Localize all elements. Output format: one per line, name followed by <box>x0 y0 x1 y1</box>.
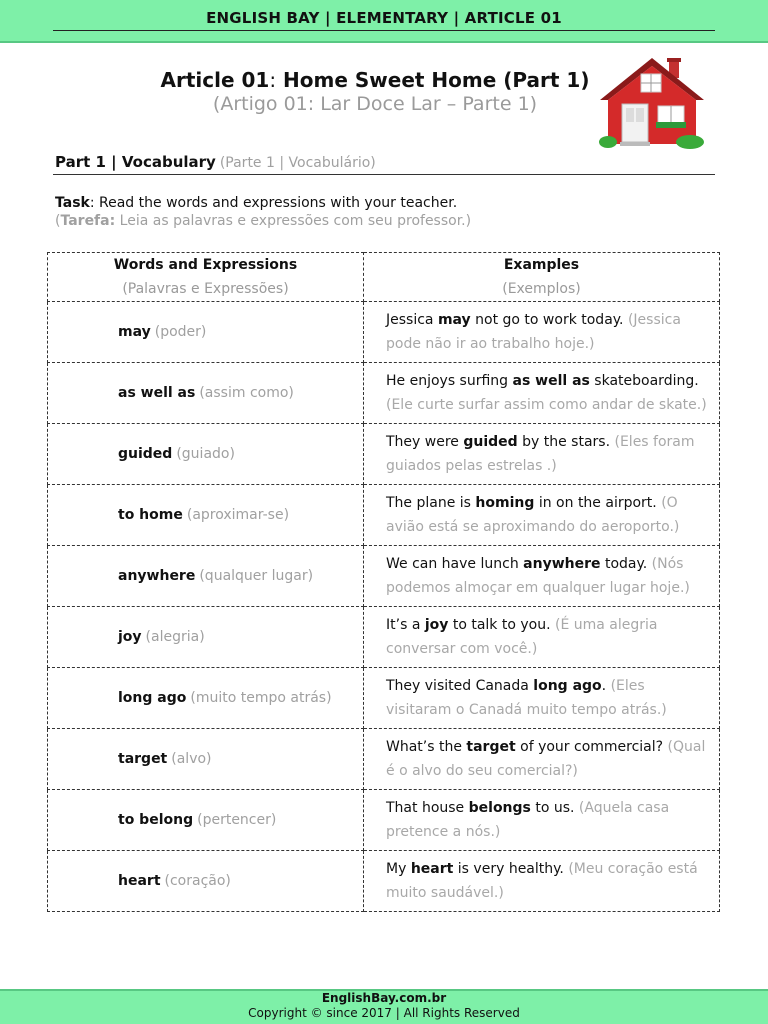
word-translation: (muito tempo atrás) <box>190 690 332 706</box>
example-translation: (Eles visitaram o Canadá muito tempo atrás.) <box>386 678 667 718</box>
example-keyword: target <box>466 739 516 755</box>
example-text: is very healthy. <box>453 861 569 877</box>
word-translation: (assim como) <box>199 385 294 401</box>
table-row <box>48 424 720 485</box>
example-cell <box>364 546 720 607</box>
word-translation: (qualquer lugar) <box>199 568 314 584</box>
header-examples: Examples (Exemplos) <box>364 253 720 302</box>
word-translation: (alvo) <box>171 751 212 767</box>
word-cell <box>48 363 364 424</box>
example-text: by the stars. <box>517 434 615 450</box>
example-translation: (Jessica pode não ir ao trabalho hoje.) <box>386 312 681 352</box>
table-row <box>48 851 720 912</box>
example-cell <box>364 485 720 546</box>
example-text: not go to work today. <box>470 312 628 328</box>
example-text: today. <box>600 556 652 572</box>
example-text: He enjoys surfing <box>386 373 513 389</box>
bush-right <box>676 135 704 149</box>
example-text: That house <box>386 800 469 816</box>
table-row <box>48 546 720 607</box>
chimney-cap <box>667 58 681 62</box>
example-keyword: heart <box>410 861 454 877</box>
table-row <box>48 302 720 363</box>
table-row <box>48 607 720 668</box>
word: anywhere <box>118 568 196 584</box>
example-translation: (Ele curte surfar assim como andar de skate.) <box>386 397 707 413</box>
table-row <box>48 668 720 729</box>
table-row <box>48 790 720 851</box>
table-row <box>48 729 720 790</box>
example-text: They visited Canada <box>386 678 534 694</box>
example-keyword: joy <box>424 617 449 633</box>
word-cell <box>48 485 364 546</box>
example-text: . <box>601 678 611 694</box>
word: target <box>118 751 168 767</box>
header-rule <box>53 30 715 31</box>
example-translation: (Nós podemos almoçar em qualquer lugar hoje.) <box>386 556 690 596</box>
example-cell <box>364 851 720 912</box>
example-keyword: homing <box>475 495 535 511</box>
word: to belong <box>118 812 194 828</box>
example-text: The plane is <box>386 495 476 511</box>
vocabulary-table <box>47 252 720 912</box>
front-step <box>620 142 650 146</box>
word: guided <box>118 446 173 462</box>
task-translation-text: Leia as palavras e expressões com seu professor.) <box>115 213 472 229</box>
word-cell <box>48 668 364 729</box>
word-cell <box>48 546 364 607</box>
word-cell <box>48 302 364 363</box>
task-translation-label: Tarefa: <box>60 213 116 229</box>
example-cell <box>364 668 720 729</box>
word-translation: (aproximar-se) <box>186 507 290 523</box>
article-title-label: Article 01 <box>160 68 270 92</box>
example-text: in on the airport. <box>534 495 662 511</box>
section-label: Part 1 | Vocabulary <box>55 153 216 171</box>
header-words: Words and Expressions (Palavras e Expressões) <box>48 253 364 302</box>
example-text: of your commercial? <box>515 739 668 755</box>
front-door <box>622 104 648 142</box>
task-instruction <box>55 195 457 211</box>
example-text: skateboarding. <box>589 373 699 389</box>
word: joy <box>118 629 142 645</box>
example-text: to talk to you. <box>448 617 555 633</box>
task-translation: (Tarefa: Leia as palavras e expressões com seu professor.) <box>55 213 472 229</box>
table-header-row <box>48 253 720 302</box>
example-text: Jessica <box>386 312 438 328</box>
example-cell <box>364 363 720 424</box>
example-cell <box>364 607 720 668</box>
header-bar <box>0 0 768 43</box>
example-translation: (Qual é o alvo do seu comercial?) <box>386 739 706 779</box>
word: long ago <box>118 690 187 706</box>
example-translation: (Meu coração está muito saudável.) <box>386 861 698 901</box>
footer-copyright: Copyright © since 2017 | All Rights Reserved <box>248 1006 520 1020</box>
word: heart <box>118 873 161 889</box>
word-translation: (pertencer) <box>197 812 277 828</box>
header-title: ENGLISH BAY | ELEMENTARY | ARTICLE 01 <box>206 9 562 27</box>
example-keyword: guided <box>463 434 518 450</box>
example-text: What’s the <box>386 739 467 755</box>
house-icon <box>598 54 706 150</box>
article-title-translation: (Artigo 01: Lar Doce Lar – Parte 1) <box>212 93 538 115</box>
example-translation: (Aquela casa pretence a nós.) <box>386 800 670 840</box>
footer-bar <box>0 989 768 1024</box>
example-cell <box>364 302 720 363</box>
word-translation: (alegria) <box>145 629 205 645</box>
example-text: My <box>386 861 411 877</box>
example-translation: (É uma alegria conversar com você.) <box>386 617 658 657</box>
article-title <box>150 68 600 92</box>
task-text: : Read the words and expressions with your teacher. <box>89 195 458 211</box>
footer-site: EnglishBay.com.br <box>321 991 447 1005</box>
table-row <box>48 485 720 546</box>
word: to home <box>118 507 183 523</box>
example-text: It’s a <box>386 617 425 633</box>
word-cell <box>48 851 364 912</box>
example-keyword: anywhere <box>523 556 601 572</box>
section-translation: (Parte 1 | Vocabulário) <box>219 155 376 171</box>
word-translation: (coração) <box>164 873 231 889</box>
example-keyword: belongs <box>468 800 531 816</box>
task-label: Task <box>55 195 90 211</box>
word-cell <box>48 729 364 790</box>
word-translation: (poder) <box>154 324 207 340</box>
example-translation: (O avião está se aproximando do aeroporto.) <box>386 495 680 535</box>
article-title-colon: : <box>269 68 277 92</box>
table-row <box>48 363 720 424</box>
section-heading <box>55 153 376 171</box>
word-translation: (guiado) <box>176 446 235 462</box>
example-text: They were <box>386 434 464 450</box>
section-rule <box>53 174 715 175</box>
article-title-rest: Home Sweet Home (Part 1) <box>276 68 590 92</box>
word-cell <box>48 790 364 851</box>
example-text: We can have lunch <box>386 556 524 572</box>
word: as well as <box>118 385 196 401</box>
flower-box <box>656 122 686 128</box>
example-text: to us. <box>530 800 579 816</box>
example-cell <box>364 424 720 485</box>
word: may <box>118 324 151 340</box>
bush-left <box>599 136 617 148</box>
example-translation: (Eles foram guiados pelas estrelas .) <box>386 434 695 474</box>
example-cell <box>364 729 720 790</box>
example-keyword: as well as <box>512 373 590 389</box>
example-keyword: long ago <box>533 678 602 694</box>
example-cell <box>364 790 720 851</box>
word-cell <box>48 424 364 485</box>
example-keyword: may <box>437 312 471 328</box>
word-cell <box>48 607 364 668</box>
